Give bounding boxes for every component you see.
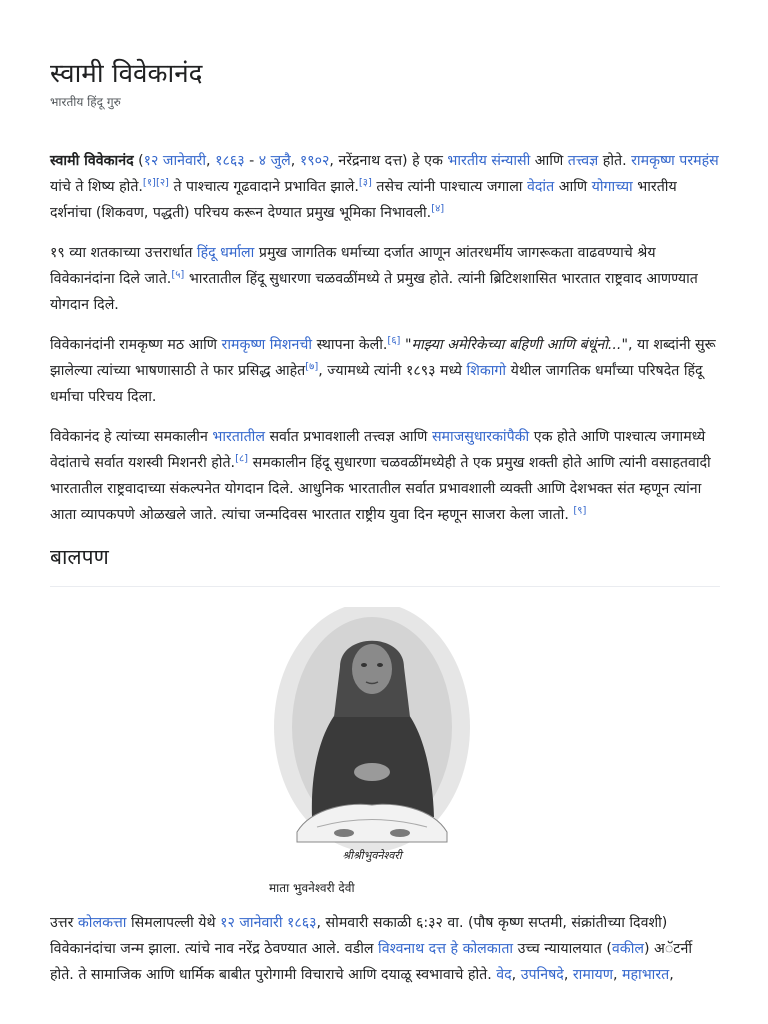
reference-9[interactable] [573, 505, 586, 516]
text: यांचे ते शिष्य होते. [50, 179, 143, 195]
link-vedanta[interactable]: वेदांत [527, 179, 555, 195]
text: उत्तर [50, 915, 78, 931]
intro-section [50, 148, 720, 528]
paragraph-intro [50, 148, 720, 226]
link-upanishads[interactable]: उपनिषदे [520, 967, 564, 983]
text: प्रमुख जागतिक धर्माच्या दर्जात आणून आंतरधर्मीय जागरूकता वाढवण्याचे श्रेय विवेकानंदांना दिले जाते. [50, 245, 656, 287]
paragraph-3 [50, 332, 720, 410]
text: तसेच त्यांनी पाश्चात्य जगाला [371, 179, 527, 195]
reference-link[interactable]: [४] [431, 203, 445, 215]
subject-name: स्वामी विवेकानंद [50, 153, 134, 169]
portrait-image[interactable] [272, 607, 472, 865]
link-ramakrishna[interactable]: रामकृष्ण परमहंस [631, 153, 719, 169]
article-body [50, 148, 720, 1002]
text: समकालीन हिंदू सुधारणा चळवळींमध्येही ते एक प्रमुख शक्ती होते आणि त्यांनी वसाहतवादी भारतातील राष्ट्रवादाच्या संकल्पनेत योगदान दिले. आधुनिक भारतातील सर्वात प्रभावशाली व्यक्ती आणि देशभक्त संत म्हणून त्यांना आता व्यापकपणे ओळखले जाते. त्यांचा जन्मदिवस भारतात राष्ट्रीय युवा दिन म्हणून साजरा केला जातो. [50, 455, 711, 523]
link-social-reformers[interactable]: समाजसुधारकांपैकी [431, 429, 530, 445]
page-subtitle: भारतीय हिंदू गुरु [50, 95, 121, 109]
text: ते पाश्चात्य गूढवादाने प्रभावित झाले. [168, 179, 359, 195]
link-mahabharata[interactable]: महाभारत [622, 967, 670, 983]
link-1863-birth[interactable]: १८६३ [287, 915, 317, 931]
paragraph-5 [50, 910, 720, 988]
reference-link[interactable]: [९] [573, 505, 587, 517]
link-vedas[interactable]: वेद [496, 967, 512, 983]
reference-1[interactable] [143, 177, 169, 188]
link-chicago[interactable]: शिकागो [466, 363, 507, 379]
reference-6[interactable] [387, 335, 400, 346]
reference-link[interactable]: [२] [155, 177, 169, 189]
speech-quote: माझ्या अमेरिकेच्या बहिणी आणि बंधूंनो... [411, 337, 622, 353]
text: , [669, 967, 674, 983]
reference-link[interactable]: [१] [142, 177, 156, 189]
link-kolkata-court[interactable]: कोलकाता [462, 941, 514, 957]
link-yoga[interactable]: योगाच्या [591, 179, 633, 195]
text: येथील जागतिक धर्मांच्या परिषदेत हिंदू धर्माचा परिचय दिला. [50, 363, 703, 405]
text: , [612, 967, 623, 983]
text: - [244, 153, 259, 169]
text: स्थापना केली. [312, 337, 388, 353]
reference-7[interactable] [305, 361, 318, 372]
text: ) अॅटर्नी होते. ते सामाजिक आणि धार्मिक बाबीत पुरोगामी विचाराचे आणि दयाळू स्वभावाचे होते. [50, 941, 693, 983]
link-jan-12-birth[interactable]: १२ जानेवारी [220, 915, 283, 931]
reference-3[interactable] [359, 177, 372, 188]
link-vishwanath-datta[interactable]: विश्वनाथ दत्त [378, 941, 446, 957]
reference-link[interactable]: [८] [235, 453, 249, 465]
text: , नरेंद्रनाथ दत्त) हे एक [329, 153, 448, 169]
text: , [563, 967, 573, 983]
paragraph-2 [50, 240, 720, 318]
link-india[interactable]: भारतातील [212, 429, 265, 445]
reference-link[interactable]: [५] [171, 269, 185, 281]
link-ramakrishna-mission[interactable]: रामकृष्ण मिशनची [221, 337, 313, 353]
link-jul-4[interactable]: ४ जुलै [258, 153, 291, 169]
reference-link[interactable]: [६] [387, 335, 401, 347]
figure-mother [267, 607, 477, 896]
signature-text: श्रीश्रीभुवनेश्वरी [342, 849, 402, 862]
link-kolkata[interactable]: कोलकत्ता [77, 915, 127, 931]
link-sannyasi[interactable]: भारतीय संन्यासी [447, 153, 531, 169]
text: , [511, 967, 521, 983]
text: ", या शब्दांनी सुरू झालेल्या त्यांच्या भाषणासाठी ते फार प्रसिद्ध आहेत [50, 337, 716, 379]
text: आणि [530, 153, 568, 169]
text: एक होते आणि पाश्चात्य जगामध्ये वेदांताचे सर्वात यशस्वी मिशनरी होते. [50, 429, 706, 471]
link-1863[interactable]: १८६३ [215, 153, 245, 169]
link-jan-12[interactable]: १२ जानेवारी [143, 153, 207, 169]
text: , ज्यामध्ये त्यांनी १८९३ मध्ये [318, 363, 467, 379]
link-1902[interactable]: १९०२ [299, 153, 330, 169]
text: , [290, 153, 300, 169]
text: १९ व्या शतकाच्या उत्तरार्धात [50, 245, 197, 261]
reference-8[interactable] [235, 453, 248, 464]
link-lawyer[interactable]: वकील [611, 941, 644, 957]
text: सर्वात प्रभावशाली तत्त्वज्ञ आणि [264, 429, 432, 445]
text: होते. [598, 153, 632, 169]
reference-link[interactable]: [७] [305, 361, 319, 373]
text: विवेकानंद हे त्यांच्या समकालीन [50, 429, 213, 445]
text: सिमलापल्ली येथे [126, 915, 221, 931]
figure-caption: माता भुवनेश्वरी देवी [269, 881, 355, 895]
section-heading-childhood: बालपण [50, 542, 720, 587]
link-he[interactable]: हे [450, 941, 459, 957]
text: उच्च न्यायालयात ( [513, 941, 612, 957]
text: , सोमवारी सकाळी ६:३२ वा. (पौष कृष्ण सप्तमी, संक्रांतीच्या दिवशी) विवेकानंदांचा जन्म झाला. त्यांचे नाव नरेंद्र ठेवण्यात आले. वडील [50, 915, 668, 957]
paragraph-4 [50, 424, 720, 528]
text: ( [133, 153, 144, 169]
text: विवेकानंदांनी रामकृष्ण मठ आणि [50, 337, 222, 353]
link-philosopher[interactable]: तत्त्वज्ञ [567, 153, 599, 169]
text: , [206, 153, 216, 169]
text: भारतीय दर्शनांचा (शिकवण, पद्धती) परिचय करून देण्यात प्रमुख भूमिका निभावली. [50, 179, 677, 221]
text: " [400, 337, 412, 353]
reference-link[interactable]: [३] [358, 177, 372, 189]
link-hinduism[interactable]: हिंदू धर्माला [196, 245, 255, 261]
text: आणि [554, 179, 592, 195]
text: भारतातील हिंदू सुधारणा चळवळींमध्ये ते प्रमुख होते. त्यांनी ब्रिटिशशासित भारतात राष्ट्रवाद आणण्यात योगदान दिले. [50, 271, 698, 313]
reference-4[interactable] [431, 203, 444, 214]
page-title: स्वामी विवेकानंद [50, 59, 203, 89]
link-ramayana[interactable]: रामायण [572, 967, 613, 983]
reference-5[interactable] [171, 269, 184, 280]
